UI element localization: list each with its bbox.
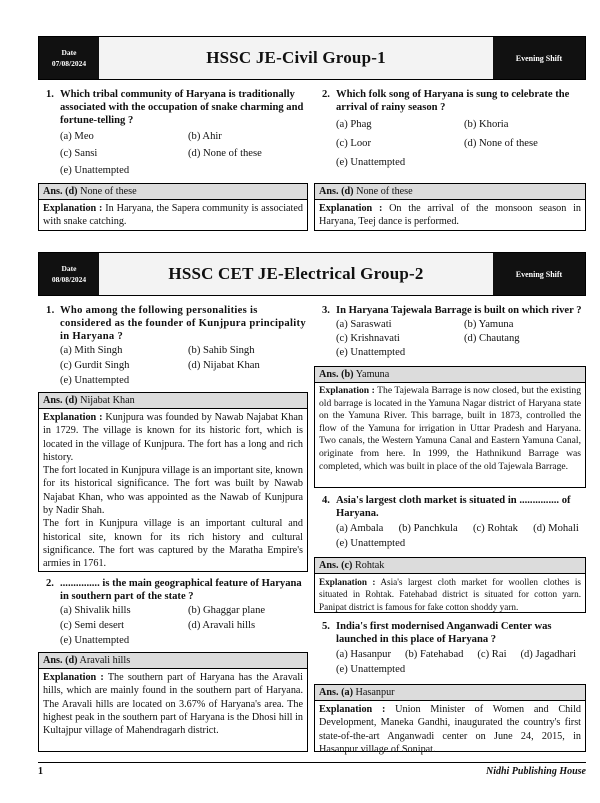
- question-number: 2.: [322, 89, 330, 100]
- question-text: India's first modernised Anganwadi Center was launched in this place of Haryana ?: [336, 621, 552, 645]
- explanation-text: The Tajewala Barrage is now closed, but the existing old barrage is located in the Yamuna Nagar district of Haryana state on the Yamuna River. This barrage, built in 1873, controlled the flow of the Yamuna for irrigation in Uttar Pradesh and Haryana. Two canals, the Western Yamuna Canal and Eastern Yamuna Canal, originate from here. In 1999, the Hathnikund Barrage was completed, which was built in place of the old Tajewala Barrage.: [319, 385, 581, 472]
- answer-text: None of these: [356, 186, 413, 197]
- s2-question-2: [46, 577, 308, 647]
- option-c: (c) Semi desert: [60, 620, 125, 631]
- option-a: (a) Ambala: [336, 523, 384, 534]
- section2-title: HSSC CET JE-Electrical Group-2: [168, 264, 424, 283]
- explanation-text: On the arrival of the monsoon season in Haryana, Teej dance is performed.: [319, 203, 581, 228]
- explanation-paragraph-2: The fort located in Kunjpura village is an important site, known for its historical significance. The fort was built by Nawab Najabat Khan, who was appointed as the Nawab of Kunjpura by Nadir Shah.: [43, 465, 304, 517]
- answer-label: Ans. (d): [319, 186, 354, 197]
- page-number: 1: [38, 766, 43, 777]
- explanation-text: Union Minister of Women and Child Development, Maneka Gandhi, inaugurated the country's first state-of-the-art Anganwadi center on June 24, 2015, in Hasanpur village of Sonipat.: [319, 704, 582, 755]
- option-b: (b) Panchkula: [398, 523, 458, 534]
- explanation-label: Explanation :: [319, 385, 375, 396]
- option-d: (d) Chautang: [464, 333, 520, 344]
- option-e: (e) Unattempted: [336, 664, 406, 675]
- section1-title: HSSC JE-Civil Group-1: [206, 48, 386, 67]
- publisher-name: Nidhi Publishing House: [485, 766, 586, 777]
- explanation-text: Kunjpura was founded by Nawab Najabat Khan in 1729. The village is known for its historic fort, which is located in the village of Kunjpura. The fort has a long and rich history.: [43, 412, 303, 463]
- option-e: (e) Unattempted: [336, 538, 406, 549]
- section1-date-label: Date: [61, 48, 77, 57]
- option-b: (b) Sahib Singh: [188, 345, 255, 356]
- s2-question-3: [322, 304, 584, 359]
- s2-question-5: [322, 620, 584, 676]
- option-b: (b) Ghaggar plane: [188, 605, 266, 616]
- s2-question-1: [46, 304, 308, 387]
- s2-answer-box-4: [314, 557, 586, 613]
- s2-answer-box-3: [314, 366, 586, 488]
- question-number: 1.: [46, 305, 55, 316]
- s1-answer-box-2: [314, 183, 586, 231]
- question-text: Which folk song of Haryana is sung to celebrate the arrival of rainy season ?: [336, 89, 570, 113]
- option-a: (a) Shivalik hills: [60, 605, 131, 616]
- question-text: Asia's largest cloth market is situated in ............... of Haryana.: [336, 495, 571, 519]
- page-footer: [38, 762, 586, 777]
- explanation-label: Explanation :: [319, 577, 376, 587]
- option-c: (c) Sansi: [60, 148, 98, 159]
- s1-question-2: [322, 88, 584, 169]
- option-e: (e) Unattempted: [60, 375, 130, 386]
- s1-question-1: [46, 88, 308, 177]
- explanation-text: The southern part of Haryana has the Aravali hills, which are mainly found in the southern part of Haryana. The Aravali hills are located on 3.67% of Haryana's area. The highest peak in the southern part of Haryana is the Dhosi hill in Kultajpur village of Mahendragarh district.: [43, 672, 303, 737]
- answer-text: None of these: [80, 186, 137, 197]
- answer-label: Ans. (d): [43, 655, 78, 666]
- option-a: (a) Hasanpur: [336, 649, 392, 660]
- section2-date-box: [39, 253, 99, 295]
- answer-text: Rohtak: [354, 560, 385, 571]
- answer-label: Ans. (a): [319, 687, 353, 698]
- question-text: Which tribal community of Haryana is traditionally associated with the occupation of snake charming and fortune-telling ?: [60, 89, 304, 126]
- option-d: (d) None of these: [464, 138, 538, 149]
- explanation-text: In Haryana, the Sapera community is associated with snake catching.: [43, 203, 304, 228]
- option-e: (e) Unattempted: [336, 157, 406, 168]
- explanation-label: Explanation :: [319, 203, 383, 214]
- option-b: (b) Fatehabad: [404, 649, 464, 660]
- section1-header: [38, 36, 586, 80]
- question-text: ............... is the main geographical feature of Haryana in southern part of the state ?: [60, 578, 302, 602]
- option-e: (e) Unattempted: [60, 165, 130, 176]
- option-c: (c) Rai: [477, 649, 507, 660]
- section2-header: [38, 252, 586, 296]
- explanation-label: Explanation :: [43, 672, 104, 683]
- option-a: (a) Phag: [336, 119, 372, 130]
- option-a: (a) Saraswati: [336, 319, 392, 330]
- explanation-label: Explanation :: [43, 203, 103, 214]
- answer-text: Hasanpur: [355, 687, 395, 698]
- explanation-text: Asia's largest cloth market for woollen clothes is situated in Rohtak. Fatehabad district is situated for cotton yarn. Panipat district is famous for fake cotton shoddy yarn.: [319, 577, 581, 612]
- section2-shift: Evening Shift: [493, 253, 585, 295]
- explanation-label: Explanation :: [319, 704, 386, 715]
- option-d: (d) Mohali: [533, 523, 579, 534]
- question-number: 2.: [46, 578, 54, 589]
- question-number: 3.: [322, 305, 330, 316]
- option-a: (a) Mith Singh: [60, 345, 123, 356]
- option-b: (b) Ahir: [188, 131, 222, 142]
- option-d: (d) None of these: [188, 148, 262, 159]
- option-b: (b) Khoria: [464, 119, 509, 130]
- section1-date-box: [39, 37, 99, 79]
- option-d: (d) Nijabat Khan: [188, 360, 260, 371]
- explanation-paragraph-3: The fort in Kunjpura village is an important cultural and historical site, known for its rich history and cultural significance. The fort was captured by the Maratha Empire's armies in 1761.: [43, 518, 303, 570]
- option-b: (b) Yamuna: [464, 319, 514, 330]
- answer-label: Ans. (b): [319, 369, 354, 380]
- option-d: (d) Jagadhari: [520, 649, 577, 660]
- answer-label: Ans. (c): [319, 560, 353, 571]
- answer-label: Ans. (d): [43, 395, 78, 406]
- s2-answer-box-1: [38, 392, 308, 572]
- section2-date: 08/08/2024: [51, 275, 87, 284]
- option-a: (a) Meo: [60, 131, 94, 142]
- s2-answer-box-5: [314, 684, 586, 755]
- option-e: (e) Unattempted: [60, 635, 130, 646]
- question-text: Who among the following personalities is considered as the founder of Kunjpura principality in Haryana ?: [60, 305, 306, 342]
- section2-date-label: Date: [61, 264, 77, 273]
- question-number: 5.: [322, 621, 330, 632]
- answer-text: Aravali hills: [79, 655, 131, 666]
- option-c: (c) Rohtak: [472, 523, 518, 534]
- s2-answer-box-2: [38, 652, 308, 752]
- option-c: (c) Krishnavati: [336, 333, 400, 344]
- answer-label: Ans. (d): [43, 186, 78, 197]
- section1-date: 07/08/2024: [51, 59, 87, 68]
- s1-answer-box-1: [38, 183, 308, 231]
- s2-question-4: [322, 494, 584, 550]
- option-c: (c) Gurdit Singh: [60, 360, 130, 371]
- option-c: (c) Loor: [336, 138, 371, 149]
- question-number: 1.: [46, 89, 54, 100]
- option-d: (d) Aravali hills: [188, 620, 256, 631]
- answer-text: Yamuna: [355, 369, 390, 380]
- section1-shift: Evening Shift: [493, 37, 585, 79]
- option-e: (e) Unattempted: [336, 347, 406, 358]
- answer-text: Nijabat Khan: [80, 395, 135, 406]
- question-number: 4.: [322, 495, 330, 506]
- question-text: In Haryana Tajewala Barrage is built on which river ?: [336, 305, 582, 316]
- explanation-label: Explanation :: [43, 412, 103, 423]
